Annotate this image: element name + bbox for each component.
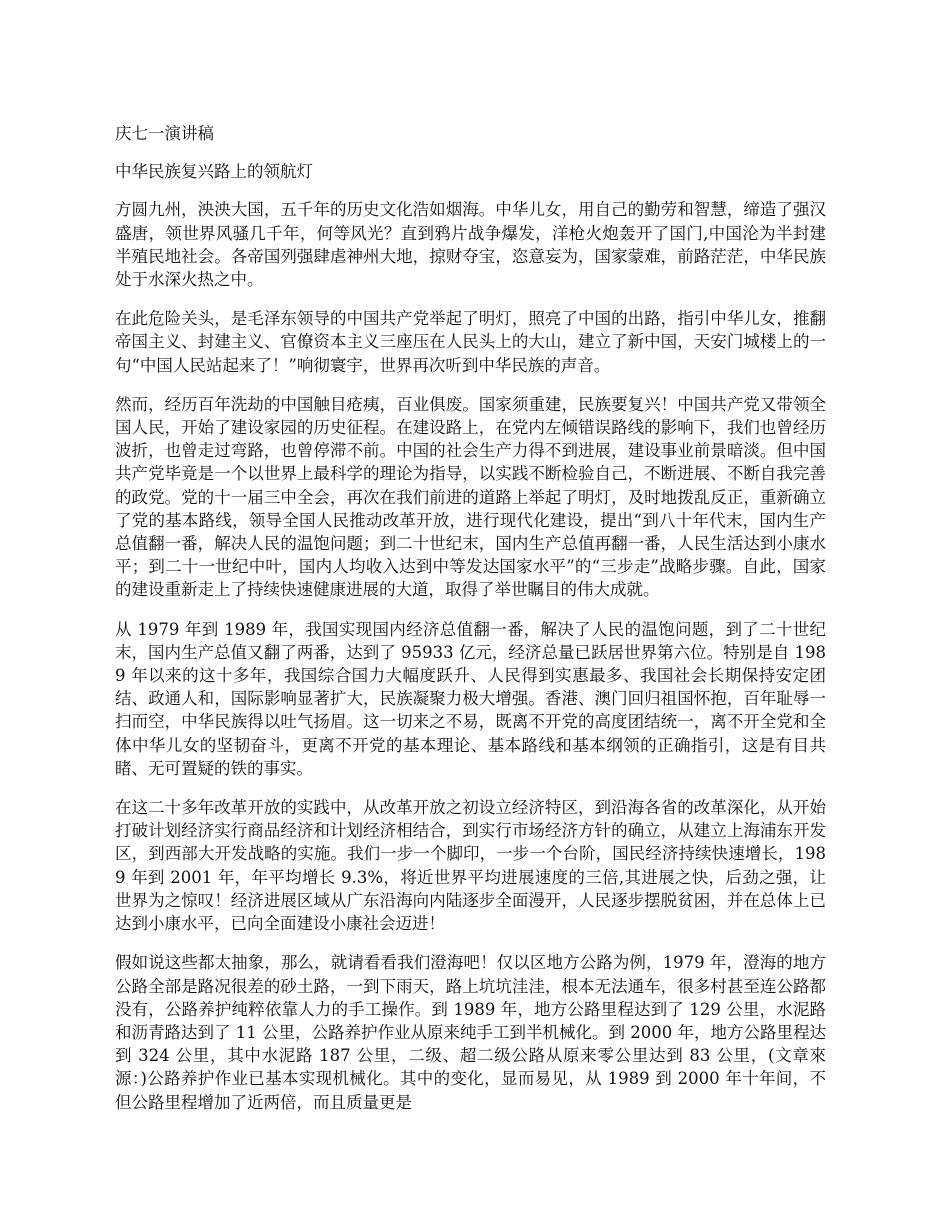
- document-body: [115, 122, 826, 1130]
- paragraph-2: 在此危险关头，是毛泽东领导的中国共产党举起了明灯，照亮了中国的出路，指引中华儿女，推翻帝国主义、封建主义、官僚资本主义三座压在人民头上的大山，建立了新中国，天安门城楼上的一句“中国人民站起来了！”响彻寰宇，世界再次听到中华民族的声音。: [115, 309, 826, 375]
- document-title: 庆七一演讲稿: [115, 124, 214, 143]
- paragraph-3: 然而，经历百年洗劫的中国触目疮痍，百业俱废。国家须重建，民族要复兴！中国共产党又带领全国人民，开始了建设家园的历史征程。在建设路上，在党内左倾错误路线的影响下，我们也曾经历波折，也曾走过弯路，也曾停滞不前。中国的社会生产力得不到进展，建设事业前景暗淡。但中国共产党毕竟是一个以世界上最科学的理论为指导，以实践不断检验自己，不断进展、不断自我完善的政党。党的十一届三中全会，再次在我们前进的道路上举起了明灯，及时地拨乱反正，重新确立了党的基本路线，领导全国人民推动改革开放，进行现代化建设，提出“到八十年代末，国内生产总值翻一番，解决人民的温饱问题；到二十世纪末，国内生产总值再翻一番，人民生活达到小康水平；到二十一世纪中叶，国内人均收入达到中等发达国家水平”的“三步走”战略步骤。自此，国家的建设重新走上了持续快速健康进展的大道，取得了举世瞩目的伟大成就。: [115, 394, 826, 600]
- paragraph-4: 从 1979 年到 1989 年，我国实现国内经济总值翻一番，解决了人民的温饱问题，到了二十世纪末，国内生产总值又翻了两番，达到了 95933 亿元，经济总量已跃居世界第六位。特别是自 1989 年以来的这十多年，我国综合国力大幅度跃升、人民得到实惠最多、我国社会长期保持安定团结、政通人和，国际影响显著扩大，民族凝聚力极大增强。香港、澳门回归祖国怀抱，百年耻辱一扫而空，中华民族得以吐气扬眉。这一切来之不易，既离不开党的高度团结统一，离不开全党和全体中华儿女的坚韧奋斗，更离不开党的基本理论、基本路线和基本纲领的正确指引，这是有目共睹、无可置疑的铁的事实。: [115, 619, 826, 778]
- document-subtitle: 中华民族复兴路上的领航灯: [115, 162, 313, 182]
- paragraph-1: 方圆九州，泱泱大国，五千年的历史文化浩如烟海。中华儿女，用自己的勤劳和智慧，缔造了强汉盛唐，领世界风骚几千年，何等风光？直到鸦片战争爆发，洋枪火炮轰开了国门,中国沦为半封建半殖民地社会。各帝国列强肆虐神州大地，掠财夺宝，恣意妄为，国家蒙难，前路茫茫，中华民族处于水深火热之中。: [115, 200, 826, 290]
- paragraph-6: 假如说这些都太抽象，那么，就请看看我们澄海吧！仅以区地方公路为例，1979 年，澄海的地方公路全部是路况很差的砂土路，一到下雨天，路上坑坑洼洼，根本无法通车，很多村甚至连公路都没有，公路养护纯粹依靠人力的手工操作。到 1989 年，地方公路里程达到了 129 公里，水泥路和沥青路达到了 11 公里，公路养护作业从原来纯手工到半机械化。到 2000 年，地方公路里程达到 324 公里，其中水泥路 187 公里，二级、超二级公路从原来零公里达到 83 公里，(文章來源：)公路养护作业已基本实现机械化。其中的变化，显而易见，从 1989 到 2000 年十年间，不但公路里程增加了近两倍，而且质量更是: [115, 953, 826, 1112]
- paragraph-5: 在这二十多年改革开放的实践中，从改革开放之初设立经济特区，到沿海各省的改革深化，从开始打破计划经济实行商品经济和计划经济相结合，到实行市场经济方针的确立，从建立上海浦东开发区，到西部大开发战略的实施。我们一步一个脚印，一步一个台阶，国民经济持续快速增长，1989 年到 2001 年，年平均增长 9.3%，将近世界平均进展速度的三倍,其进展之快，后劲之强，让世界为之惊叹！经济进展区域从广东沿海向内陆逐步全面漫开，人民逐步摆脱贫困，并在总体上已达到小康水平，已向全面建设小康社会迈进！: [115, 798, 826, 934]
